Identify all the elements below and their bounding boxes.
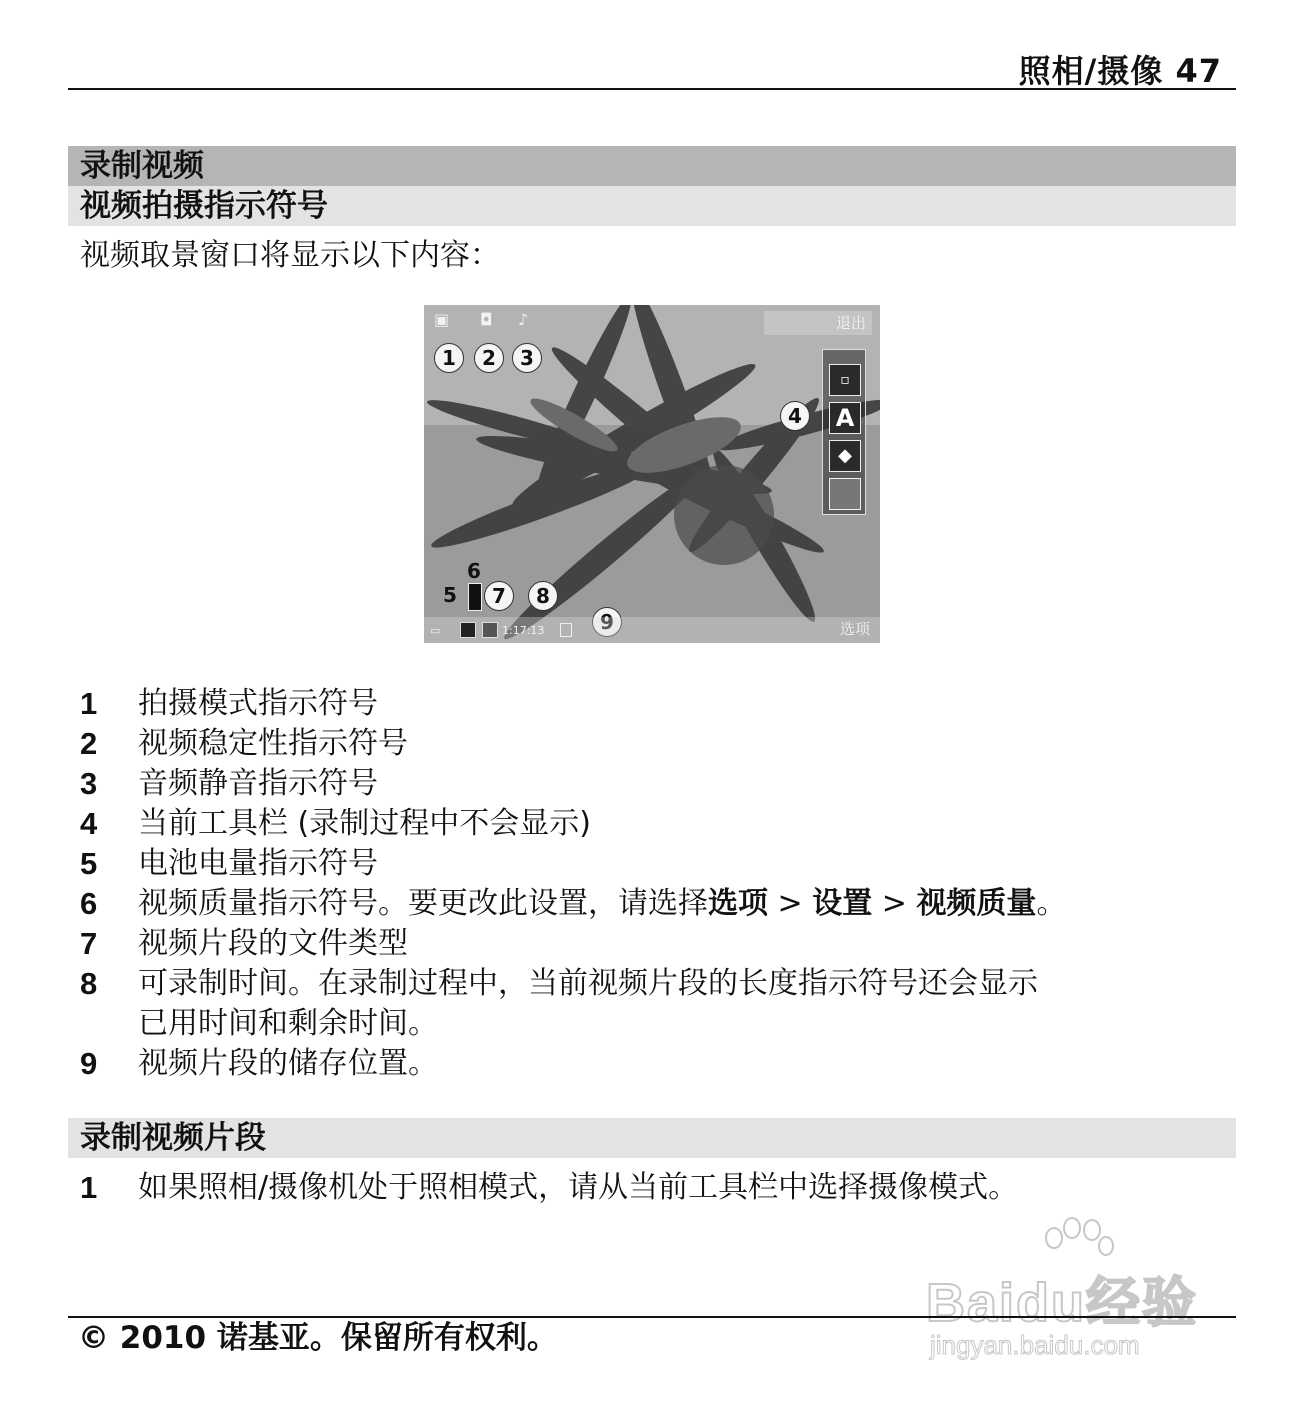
quality-indicator (468, 583, 482, 611)
item-text (138, 884, 1230, 924)
intro-text: 视频取景窗口将显示以下内容： (80, 238, 500, 273)
item-text: 视频稳定性指示符号 (138, 726, 408, 761)
item-number: 9 (80, 1046, 98, 1081)
callout-3: 3 (512, 343, 542, 373)
item-text-post: 。 (1036, 886, 1067, 921)
watermark-brand: Baidu经验 (926, 1273, 1199, 1333)
menu-path-separator: > (872, 886, 917, 921)
item-number: 8 (80, 966, 98, 1001)
mode-switch-button[interactable]: ▫ (829, 364, 861, 396)
battery-icon: ▭ (430, 624, 441, 637)
options-softkey[interactable]: 选项 (839, 620, 870, 638)
quality-icon (460, 622, 476, 638)
active-toolbar (822, 349, 866, 515)
step-number: 1 (80, 1170, 98, 1205)
callout-5: 5 (443, 583, 457, 607)
item-number: 1 (80, 686, 98, 721)
callout-6: 6 (467, 559, 481, 583)
callout-9: 9 (592, 607, 622, 637)
watermark (926, 1216, 1226, 1366)
item-number: 3 (80, 766, 98, 801)
header-rule (68, 88, 1236, 90)
item-number: 2 (80, 726, 98, 761)
step-text: 如果照相/摄像机处于照相模式，请从当前工具栏中选择摄像模式。 (138, 1170, 1019, 1205)
callout-4: 4 (780, 401, 810, 431)
item-text: 视频片段的储存位置。 (138, 1046, 438, 1081)
callout-1: 1 (434, 343, 464, 373)
toolbar-empty-slot (829, 478, 861, 510)
item-text: 可录制时间。在录制过程中，当前视频片段的长度指示符号还会显示 (138, 966, 1038, 1001)
item-number: 6 (80, 886, 98, 921)
footer-copyright: © 2010 诺基亚。保留所有权利。 (78, 1320, 558, 1356)
capture-mode-icon: ▣ (434, 310, 450, 329)
stabilization-icon: ◘ (480, 310, 493, 329)
callout-8: 8 (528, 581, 558, 611)
item-text-pre: 视频质量指示符号。要更改此设置，请选择 (138, 886, 708, 921)
callout-7: 7 (484, 581, 514, 611)
menu-path-video-quality: 视频质量 (916, 886, 1037, 921)
section-title: 录制视频 (68, 146, 1236, 186)
auto-scene-button[interactable]: A (829, 402, 861, 434)
item-text: 视频片段的文件类型 (138, 926, 408, 961)
menu-path-separator: > (768, 886, 813, 921)
header-title: 照相/摄像 47 (1018, 52, 1222, 90)
remaining-time: 1:17:13 (502, 624, 545, 637)
section-title: 录制视频片段 (68, 1118, 1236, 1158)
item-text: 已用时间和剩余时间。 (138, 1006, 438, 1041)
watermark-url: jingyan.baidu.com (930, 1330, 1140, 1360)
storage-icon (560, 623, 572, 637)
item-text: 当前工具栏 (录制过程中不会显示) (138, 806, 591, 841)
viewfinder-image (424, 305, 880, 643)
item-number: 5 (80, 846, 98, 881)
audio-mute-icon: ♪ (518, 310, 529, 329)
section-subtitle: 视频拍摄指示符号 (68, 186, 1236, 226)
item-number: 7 (80, 926, 98, 961)
item-text: 拍摄模式指示符号 (138, 686, 378, 721)
menu-path-settings: 设置 (812, 886, 873, 921)
callout-2: 2 (474, 343, 504, 373)
item-text: 电池电量指示符号 (138, 846, 378, 881)
flash-button[interactable]: ◆ (829, 440, 861, 472)
exit-softkey[interactable]: 退出 (764, 311, 872, 335)
item-number: 4 (80, 806, 98, 841)
menu-path-options: 选项 (708, 886, 768, 921)
item-text: 音频静音指示符号 (138, 766, 378, 801)
filetype-icon (482, 622, 498, 638)
